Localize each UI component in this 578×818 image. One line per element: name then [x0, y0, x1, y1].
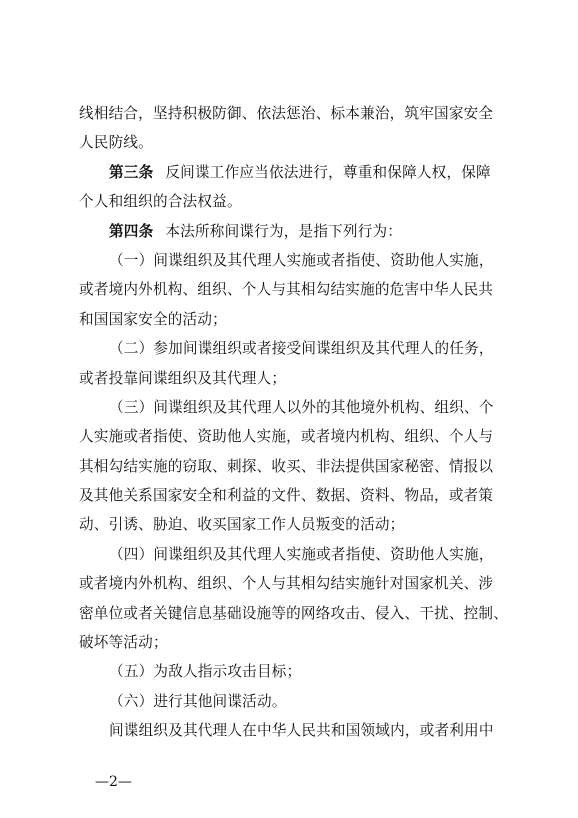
text-line: 个人和组织的合法权益。 — [79, 193, 242, 211]
text-line: 或者境内外机构、组织、个人与其相勾结实施针对国家机关、涉 — [79, 575, 494, 593]
article-3-text: 反间谍工作应当依法进行，尊重和保障人权，保障 — [165, 163, 491, 181]
article-3-line — [79, 158, 509, 187]
page-number: —2— — [95, 774, 132, 790]
item-4-line: （四）间谍组织及其代理人实施或者指使、资助他人实施， — [109, 545, 494, 563]
article-3-label: 第三条 — [109, 163, 154, 181]
item-1-line: （一）间谍组织及其代理人实施或者指使、资助他人实施， — [109, 251, 494, 269]
text-line: 其相勾结实施的窃取、刺探、收买、非法提供国家秘密、情报以 — [79, 457, 494, 475]
text-line: 或者投靠间谍组织及其代理人； — [79, 369, 287, 387]
text-line: 人民防线。 — [79, 134, 153, 152]
item-6-line: （六）进行其他间谍活动。 — [109, 692, 287, 710]
paragraph-line: 间谍组织及其代理人在中华人民共和国领域内，或者利用中 — [109, 722, 494, 740]
text-line: 人实施或者指使、资助他人实施，或者境内机构、组织、个人与 — [79, 428, 494, 446]
text-line: 及其他关系国家安全和利益的文件、数据、资料、物品，或者策 — [79, 487, 494, 505]
article-4-text: 本法所称间谍行为，是指下列行为： — [165, 222, 403, 240]
text-line: 线相结合，坚持积极防御、依法惩治、标本兼治，筑牢国家安全 — [79, 105, 494, 122]
text-line: 和国国家安全的活动； — [79, 310, 227, 328]
body-text — [79, 99, 509, 746]
text-line: 破坏等活动； — [79, 634, 168, 652]
text-line: 密单位或者关键信息基础设施等的网络攻击、侵入、干扰、控制、 — [79, 604, 509, 622]
text-line: 动、引诱、胁迫、收买国家工作人员叛变的活动； — [79, 516, 405, 534]
item-5-line: （五）为敌人指示攻击目标； — [109, 663, 302, 681]
article-4-label: 第四条 — [109, 222, 154, 240]
article-4-line — [79, 217, 509, 246]
item-3-line: （三）间谍组织及其代理人以外的其他境外机构、组织、个 — [109, 398, 494, 416]
text-line: 或者境内外机构、组织、个人与其相勾结实施的危害中华人民共 — [79, 281, 494, 299]
item-2-line: （二）参加间谍组织或者接受间谍组织及其代理人的任务， — [109, 340, 494, 358]
